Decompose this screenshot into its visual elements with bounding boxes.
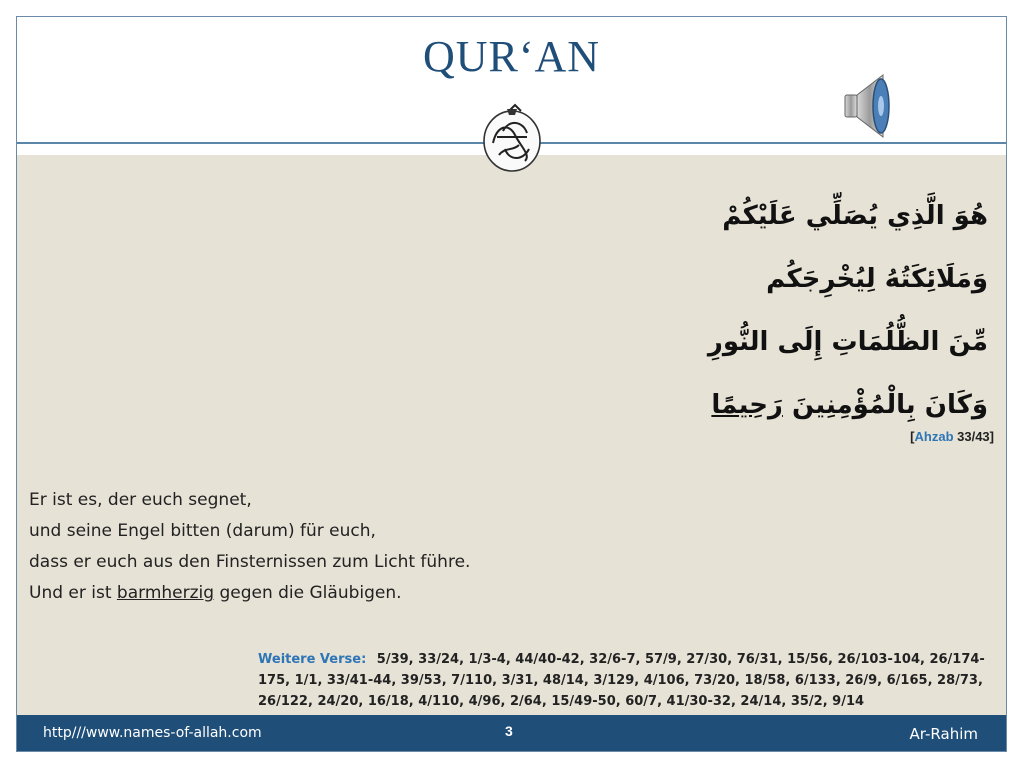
german-line: Er ist es, der euch segnet, <box>29 490 252 510</box>
german-line-suffix: gegen die Gläubigen. <box>214 583 402 603</box>
page-number: 3 <box>505 723 513 739</box>
speaker-icon[interactable] <box>843 71 893 141</box>
verse-reference <box>910 429 994 444</box>
reference-verse: 33/43] <box>953 429 994 444</box>
slide-title: QUR‘AN <box>422 32 601 81</box>
slide <box>16 16 1007 752</box>
german-underlined-word: barmherzig <box>116 583 215 603</box>
footer-name: Ar-Rahim <box>909 725 978 743</box>
arabic-line: وَمَلَائِكَتُهُ لِيُخْرِجَكُم <box>766 264 988 294</box>
arabic-line-text: وَكَانَ بِالْمُؤْمِنِينَ <box>782 390 988 420</box>
arabic-line: مِّنَ الظُّلُمَاتِ إِلَى النُّورِ <box>707 327 988 357</box>
german-translation <box>29 485 470 609</box>
calligraphy-emblem-icon <box>479 95 545 175</box>
german-line: dass er euch aus den Finsternissen zum Licht führe. <box>29 552 471 572</box>
footer-url[interactable]: http///www.names-of-allah.com <box>43 725 262 741</box>
arabic-verse <box>388 185 988 437</box>
further-verses-label: Weitere Verse: <box>258 652 367 667</box>
arabic-line <box>388 374 988 437</box>
further-verses-list: 5/39, 33/24, 1/3-4, 44/40-42, 32/6-7, 57/9, 27/30, 76/31, 15/56, 26/103-104, 26/174-175, 1/1, 33/41-44, 39/53, 7/110, 3/31, 48/14, 3/129, 4/106, 73/20, 18/58, 6/133, 26/9, 6/165, 28/73, 26/122, 24/20, 16/18, 4/110, 4/96, 2/64, 15/49-50, 60/7, 41/30-32, 24/14, 35/2, 9/14 <box>258 652 985 709</box>
surah-link[interactable]: Ahzab <box>914 429 954 444</box>
further-verses <box>258 649 998 712</box>
german-line <box>29 578 470 609</box>
arabic-underlined-word: رَحِيمًا <box>711 390 783 420</box>
german-line-prefix: Und er ist <box>29 583 117 603</box>
reference-bracket: [ <box>910 429 915 444</box>
footer-bar <box>17 715 1006 752</box>
german-line: und seine Engel bitten (darum) für euch, <box>29 521 376 541</box>
arabic-line: هُوَ الَّذِي يُصَلِّي عَلَيْكُمْ <box>722 201 988 231</box>
